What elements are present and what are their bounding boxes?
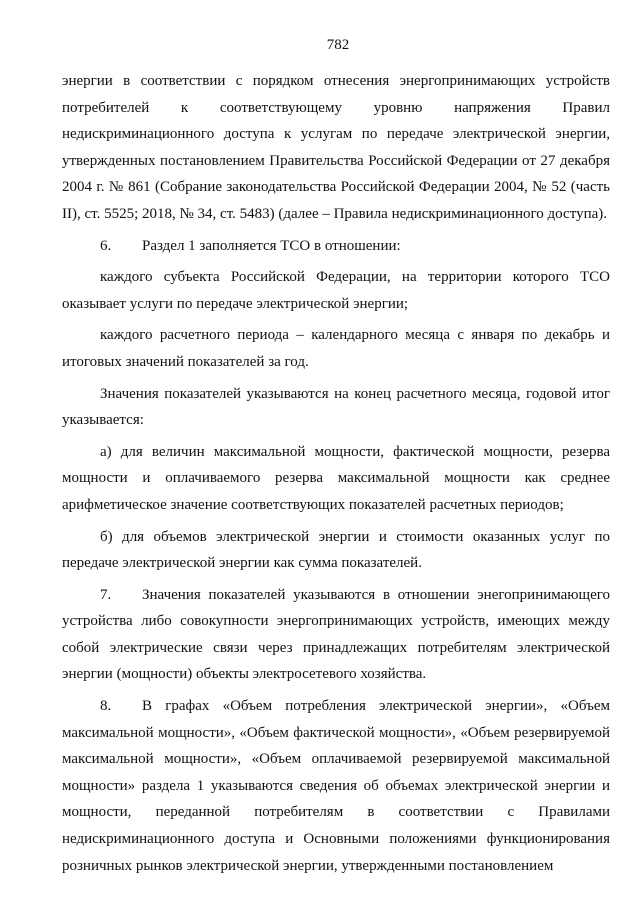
paragraph-text: каждого расчетного периода – календарного месяца с января по декабрь и итоговых значений показателей за год. xyxy=(62,327,610,370)
paragraph-text: б) для объемов электрической энергии и стоимости оказанных услуг по передаче электрической энергии как сумма показателей. xyxy=(62,528,610,572)
paragraph-values xyxy=(62,381,610,434)
paragraph-period xyxy=(62,322,610,375)
paragraph-number: 8. xyxy=(100,698,112,715)
paragraph-number: 7. xyxy=(100,586,112,603)
paragraph-item-7 xyxy=(62,582,610,688)
paragraph-continuation xyxy=(62,68,610,228)
paragraph-text: В графах «Объем потребления электрической энергии», «Объем максимальной мощности», «Объем фактической мощности», «Объем резервируемой максимальной мощности», «Объем оплачиваемой резервируемой максимальной мощности» раздела 1 указываются сведения об объемах электрической энергии и мощности, переданной потребителям в соответствии с Правилами недискриминационного доступа и Основными положениями функционирования розничных рынков электрической энергии, утвержденными постановлением xyxy=(62,698,610,874)
paragraph-text: энергии в соответствии с порядком отнесения энергопринимающих устройств потребителей к соответствующему уровню напряжения Правил недискриминационного доступа к услугам по передаче электрической энергии, утвержденных постановлением Правительства Российской Федерации от 27 декабря 2004 г. № 861 (Собрание законодательства Российской Федерации 2004, № 52 (часть II), ст. 5525; 2018, № 34, ст. 5483) (далее – Правила недискриминационного доступа). xyxy=(62,73,610,222)
paragraph-subitem-a xyxy=(62,439,610,519)
page-number: 782 xyxy=(326,37,350,53)
paragraph-item-8 xyxy=(62,693,610,879)
paragraph-text: Значения показателей указываются в отношении энегопринимающего устройства либо совокупности энергопринимающих устройств, имеющих между собой электрические связи через принадлежащих потребителям электрической энергии (мощности) объекты электросетевого хозяйства. xyxy=(62,586,610,683)
paragraph-text: Значения показателей указываются на конец расчетного месяца, годовой итог указывается: xyxy=(62,385,610,429)
paragraph-number: 6. xyxy=(100,237,112,254)
paragraph-item-6 xyxy=(62,233,610,260)
paragraph-text: Раздел 1 заполняется ТСО в отношении: xyxy=(142,237,401,254)
paragraph-text: а) для величин максимальной мощности, фактической мощности, резерва мощности и оплачиваемого резерва максимальной мощности как среднее арифметическое значение соответствующих показателей расчетных периодов; xyxy=(62,443,610,513)
paragraph-subject xyxy=(62,264,610,317)
paragraph-text: каждого субъекта Российской Федерации, на территории которого ТСО оказывает услуги по передаче электрической энергии; xyxy=(62,269,610,312)
paragraph-subitem-b xyxy=(62,524,610,577)
